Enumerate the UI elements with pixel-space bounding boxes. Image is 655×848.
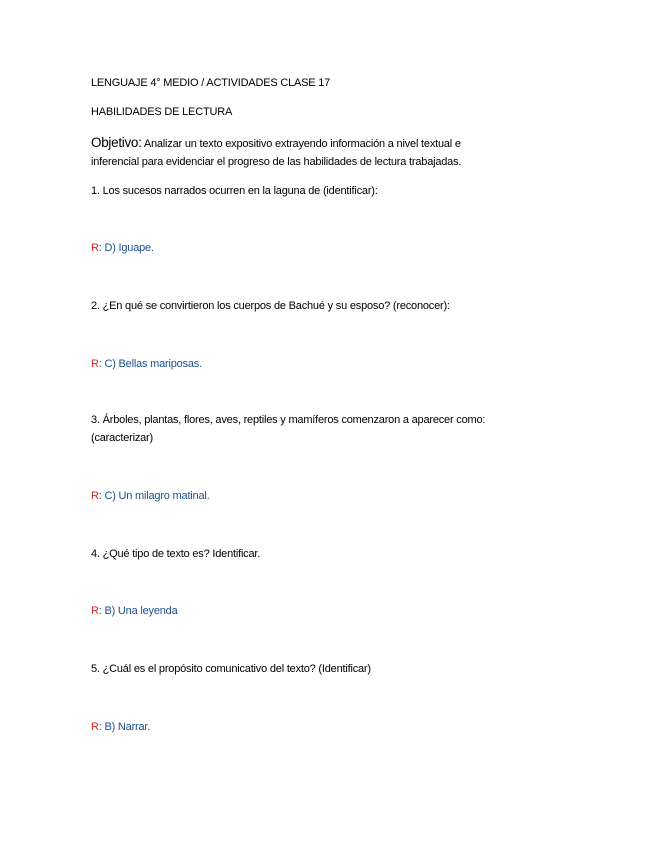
question-2: 2. ¿En qué se convirtieron los cuerpos de Bachué y su esposo? (reconocer): [91,300,450,312]
answer-text: : C) Bellas mariposas. [98,358,202,370]
answer-1 [91,242,154,254]
question-3-line-2: (caracterizar) [91,432,153,444]
question-1: 1. Los sucesos narrados ocurren en la laguna de (identificar): [91,185,378,197]
section-title: HABILIDADES DE LECTURA [91,106,233,118]
question-5: 5. ¿Cuál es el propósito comunicativo del texto? (Identificar) [91,663,371,675]
answer-5 [91,721,150,733]
objective-line-1 [91,135,461,150]
answer-prefix: R [91,358,99,370]
answer-text: : B) Una leyenda [98,605,178,617]
answer-4 [91,605,178,617]
question-3-line-1: 3. Árboles, plantas, flores, aves, reptiles y mamíferos comenzaron a aparecer como: [91,414,486,426]
answer-prefix: R [91,721,99,733]
answer-prefix: R [91,490,99,502]
answer-text: : D) Iguape. [98,242,154,254]
objective-text-1: Analizar un texto expositivo extrayendo información a nivel textual e [143,138,461,150]
page-header: LENGUAJE 4° MEDIO / ACTIVIDADES CLASE 17 [91,77,331,89]
answer-prefix: R [91,605,99,617]
answer-text: : C) Un milagro matinal. [98,490,210,502]
answer-3 [91,490,209,502]
answer-text: : B) Narrar. [98,721,151,733]
answer-prefix: R [91,242,99,254]
objective-line-2: inferencial para evidenciar el progreso de las habilidades de lectura trabajadas. [91,156,462,168]
answer-2 [91,358,202,370]
question-4: 4. ¿Qué tipo de texto es? Identificar. [91,548,261,560]
objective-label: Objetivo: [91,135,142,150]
